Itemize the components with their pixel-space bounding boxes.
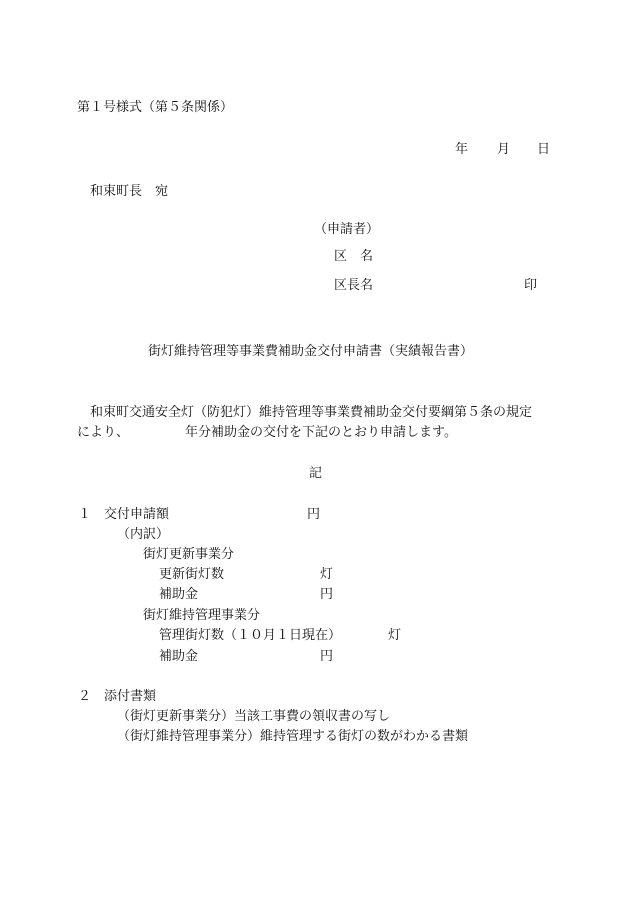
item1-number: １ (78, 507, 92, 522)
attachment-item-maintenance: （街灯維持管理事業分）維持管理する街灯の数がわかる書類 (117, 729, 469, 744)
body-text-line2-b: 年分補助金の交付を下記のとおり申請します。 (185, 425, 457, 440)
addressee: 和束町長 宛 (90, 184, 169, 199)
body-text-line2-a: により、 (77, 425, 130, 440)
renewal-count-unit: 灯 (320, 567, 334, 582)
applicant-chief-label: 区長名 (334, 278, 374, 293)
item2-number: ２ (78, 689, 92, 704)
maintenance-section-label: 街灯維持管理事業分 (143, 608, 261, 623)
item2-label: 添付書類 (104, 689, 157, 704)
body-text-line1: 和束町交通安全灯（防犯灯）維持管理等事業費補助金交付要綱第５条の規定 (90, 405, 533, 420)
maintenance-subsidy-label: 補助金 (159, 649, 199, 664)
applicant-district-label: 区 名 (334, 249, 374, 264)
seal-mark: 印 (524, 278, 538, 293)
maintenance-count-unit: 灯 (388, 628, 402, 643)
attachment-item-renewal: （街灯更新事業分）当該工事費の領収書の写し (117, 709, 391, 724)
maintenance-count-label: 管理街灯数（１０月１日現在） (159, 628, 342, 643)
item1-unit: 円 (307, 507, 321, 522)
maintenance-subsidy-unit: 円 (320, 649, 334, 664)
item1-label: 交付申請額 (104, 507, 170, 522)
date-day: 日 (537, 142, 551, 157)
renewal-subsidy-unit: 円 (320, 587, 334, 602)
ki-heading: 記 (309, 466, 323, 481)
document-title: 街灯維持管理等事業費補助金交付申請書（実績報告書） (148, 344, 474, 359)
date-month: 月 (497, 142, 511, 157)
form-number: 第１号様式（第５条関係） (77, 100, 234, 115)
renewal-section-label: 街灯更新事業分 (143, 547, 235, 562)
date-year: 年 (455, 142, 469, 157)
breakdown-heading: （内訳） (117, 527, 170, 542)
applicant-heading: （申請者） (314, 222, 380, 237)
renewal-subsidy-label: 補助金 (159, 587, 199, 602)
renewal-count-label: 更新街灯数 (159, 567, 225, 582)
